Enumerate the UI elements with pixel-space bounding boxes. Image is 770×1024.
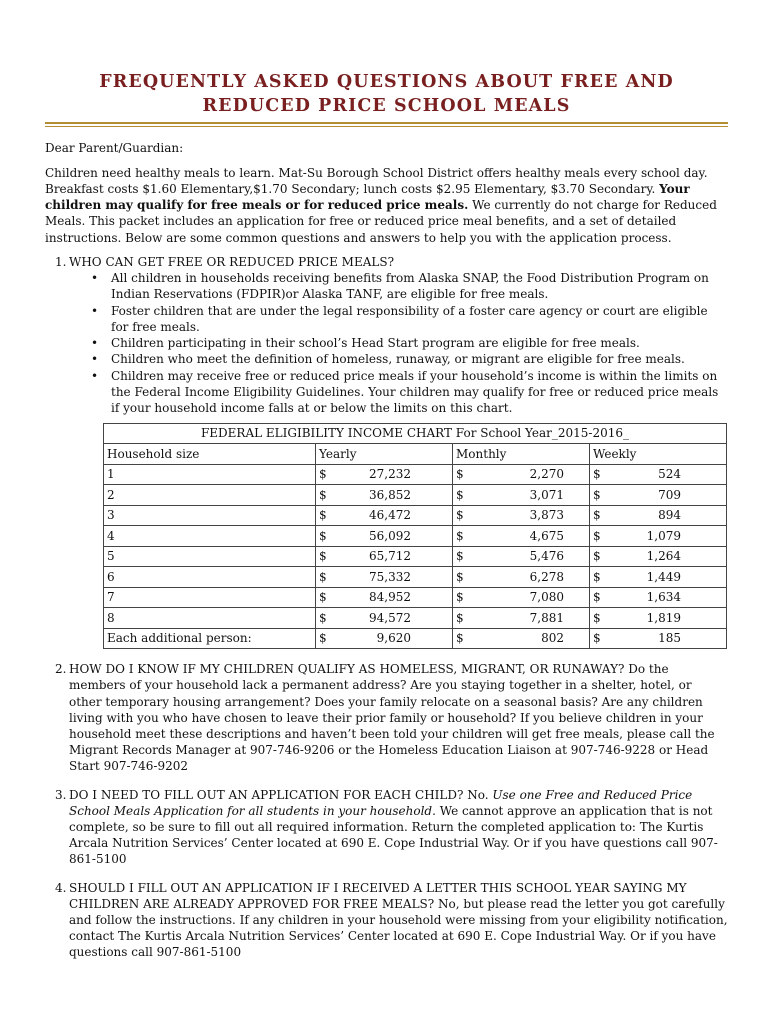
weekly-value: 1,264 [646, 549, 681, 564]
monthly-cell [453, 526, 590, 547]
weekly-value: 185 [658, 631, 681, 646]
household-size-cell: 6 [104, 567, 316, 588]
table-body [104, 464, 727, 649]
table-caption: FEDERAL ELIGIBILITY INCOME CHART For School Year_2015-2016_ [104, 423, 727, 444]
yearly-cell [316, 587, 453, 608]
currency-symbol: $ [456, 487, 464, 502]
bullet-item [45, 335, 728, 351]
document-page [45, 70, 728, 961]
currency-symbol: $ [593, 610, 601, 625]
currency-symbol: $ [319, 549, 327, 564]
page-title [45, 70, 728, 118]
table-row [104, 628, 727, 649]
intro-text-2: We currently do not charge for Reduced Meals. This packet includes an application for free or reduced price meal benefits, and a set of detailed instructions. Below are some common questions and answers to help you with the application process. [45, 198, 717, 245]
currency-symbol: $ [456, 569, 464, 584]
faq-number: 4. [55, 880, 67, 895]
currency-symbol: $ [319, 508, 327, 523]
currency-symbol: $ [319, 467, 327, 482]
currency-symbol: $ [319, 631, 327, 646]
household-size-cell: 4 [104, 526, 316, 547]
monthly-value: 5,476 [529, 549, 564, 564]
faq-italic-text: Use one Free and Reduced Price School Meals Application for all students in your household. [69, 787, 693, 818]
weekly-value: 1,819 [646, 610, 681, 625]
table-row [104, 587, 727, 608]
income-chart-table [103, 423, 727, 650]
monthly-value: 802 [541, 631, 564, 646]
household-size-cell: 1 [104, 464, 316, 485]
faq-list-continued [45, 661, 728, 960]
currency-symbol: $ [593, 569, 601, 584]
currency-symbol: $ [593, 631, 601, 646]
faq-text: SHOULD I FILL OUT AN APPLICATION IF I RECEIVED A LETTER THIS SCHOOL YEAR SAYING MY CHILDREN ARE ALREADY APPROVED FOR FREE MEALS? No, but please read the letter you got carefully and follow the instructions. If any children in your household were missing from your eligibility notification, contact The Kurtis Arcala Nutrition Services’ Center located at 690 E. Cope Industrial Way. Or if you have questions call 907-861-5100 [69, 880, 728, 960]
currency-symbol: $ [593, 487, 601, 502]
currency-symbol: $ [593, 467, 601, 482]
weekly-cell [590, 485, 727, 506]
yearly-value: 84,952 [369, 590, 411, 605]
currency-symbol: $ [456, 590, 464, 605]
bullet-icon: • [91, 352, 99, 367]
monthly-cell [453, 485, 590, 506]
greeting: Dear Parent/Guardian: [45, 140, 184, 155]
monthly-value: 4,675 [529, 528, 564, 543]
bullet-text: Children may receive free or reduced price meals if your household’s income is within the limits on the Federal Income Eligibility Guidelines. Your children may qualify for free or reduced price meals if your household income falls at or below the limits on this chart. [111, 368, 719, 416]
yearly-cell [316, 526, 453, 547]
weekly-cell [590, 587, 727, 608]
currency-symbol: $ [593, 590, 601, 605]
yearly-cell [316, 567, 453, 588]
weekly-value: 1,634 [646, 590, 681, 605]
weekly-cell [590, 567, 727, 588]
table-row [104, 567, 727, 588]
currency-symbol: $ [456, 528, 464, 543]
eligibility-bullets [45, 270, 728, 417]
monthly-value: 7,080 [529, 590, 564, 605]
yearly-value: 65,712 [369, 549, 411, 564]
household-size-cell: 3 [104, 505, 316, 526]
title-line-1: FREQUENTLY ASKED QUESTIONS ABOUT FREE AND [99, 72, 674, 92]
bullet-icon: • [91, 368, 99, 383]
yearly-cell [316, 628, 453, 649]
yearly-cell [316, 485, 453, 506]
currency-symbol: $ [319, 487, 327, 502]
yearly-value: 36,852 [369, 487, 411, 502]
table-row [104, 526, 727, 547]
table-row [104, 485, 727, 506]
table-row [104, 608, 727, 629]
currency-symbol: $ [593, 528, 601, 543]
currency-symbol: $ [456, 508, 464, 523]
yearly-value: 75,332 [369, 569, 411, 584]
bullet-item [45, 270, 728, 303]
column-header: Yearly [316, 444, 453, 465]
yearly-cell [316, 546, 453, 567]
table-row [104, 546, 727, 567]
monthly-cell [453, 628, 590, 649]
yearly-cell [316, 608, 453, 629]
bullet-icon: • [91, 336, 99, 351]
intro-bold-text: Your children may qualify for free meals or for reduced price meals. [45, 181, 690, 213]
title-line-2: REDUCED PRICE SCHOOL MEALS [202, 96, 571, 116]
table-row [104, 505, 727, 526]
weekly-cell [590, 505, 727, 526]
bullet-item [45, 368, 728, 417]
weekly-cell [590, 526, 727, 547]
monthly-cell [453, 587, 590, 608]
currency-symbol: $ [319, 590, 327, 605]
household-size-cell: 5 [104, 546, 316, 567]
weekly-value: 894 [658, 508, 681, 523]
weekly-value: 524 [658, 467, 681, 482]
title-divider [45, 122, 728, 127]
household-size-cell: 2 [104, 485, 316, 506]
currency-symbol: $ [456, 549, 464, 564]
weekly-cell [590, 608, 727, 629]
faq-heading: WHO CAN GET FREE OR REDUCED PRICE MEALS? [69, 254, 395, 269]
intro-paragraph [45, 165, 728, 246]
weekly-cell [590, 464, 727, 485]
yearly-value: 46,472 [369, 508, 411, 523]
monthly-value: 2,270 [529, 467, 564, 482]
currency-symbol: $ [319, 610, 327, 625]
bullet-item [45, 351, 728, 367]
bullet-text: Children who meet the definition of homeless, runaway, or migrant are eligible for free meals. [111, 352, 685, 367]
yearly-value: 27,232 [369, 467, 411, 482]
monthly-cell [453, 464, 590, 485]
monthly-cell [453, 546, 590, 567]
monthly-value: 3,071 [529, 487, 564, 502]
yearly-value: 9,620 [376, 631, 411, 646]
currency-symbol: $ [456, 610, 464, 625]
faq-text: We cannot approve an application that is not complete, so be sure to fill out all required information. Return the completed application to: The Kurtis Arcala Nutrition Services’ Center located at 690 E. Cope Industrial Way. Or if you have questions call 907-861-5100 [69, 803, 718, 867]
table-caption-row [104, 423, 727, 444]
currency-symbol: $ [319, 528, 327, 543]
monthly-cell [453, 567, 590, 588]
yearly-cell [316, 464, 453, 485]
faq-item-4 [45, 880, 728, 961]
column-header: Household size [104, 444, 316, 465]
weekly-cell [590, 628, 727, 649]
currency-symbol: $ [456, 467, 464, 482]
household-size-cell: Each additional person: [104, 628, 316, 649]
weekly-cell [590, 546, 727, 567]
bullet-icon: • [91, 303, 99, 318]
currency-symbol: $ [593, 508, 601, 523]
bullet-text: Children participating in their school’s Head Start program are eligible for free meals. [111, 336, 640, 351]
monthly-value: 7,881 [529, 610, 564, 625]
weekly-value: 709 [658, 487, 681, 502]
yearly-cell [316, 505, 453, 526]
monthly-value: 6,278 [529, 569, 564, 584]
table-header-row [104, 444, 727, 465]
currency-symbol: $ [319, 569, 327, 584]
faq-text: HOW DO I KNOW IF MY CHILDREN QUALIFY AS HOMELESS, MIGRANT, OR RUNAWAY? Do the members of your household lack a permanent address? Are you staying together in a shelter, hotel, or other temporary housing arrangement? Does your family relocate on a seasonal basis? Are any children living with you who have chosen to leave their prior family or household? If you believe children in your household meet these descriptions and haven’t been told your children will get free meals, please call the Migrant Records Manager at 907-746-9206 or the Homeless Education Liaison at 907-746-9228 or Head Start 907-746-9202 [69, 662, 715, 774]
bullet-text: All children in households receiving benefits from Alaska SNAP, the Food Distribution Program on Indian Reservations (FDPIR)or Alaska TANF, are eligible for free meals. [111, 270, 709, 302]
bullet-text: Foster children that are under the legal responsibility of a foster care agency or court are eligible for free meals. [111, 303, 708, 334]
household-size-cell: 7 [104, 587, 316, 608]
faq-item-1 [45, 254, 728, 270]
bullet-item [45, 303, 728, 336]
bullet-icon: • [91, 270, 99, 285]
faq-item-3 [45, 787, 728, 868]
currency-symbol: $ [456, 631, 464, 646]
monthly-value: 3,873 [529, 508, 564, 523]
faq-number: 1. [55, 254, 67, 269]
column-header: Weekly [590, 444, 727, 465]
household-size-cell: 8 [104, 608, 316, 629]
yearly-value: 56,092 [369, 528, 411, 543]
weekly-value: 1,449 [646, 569, 681, 584]
table-row [104, 464, 727, 485]
currency-symbol: $ [593, 549, 601, 564]
intro-text-1: Children need healthy meals to learn. Mat-Su Borough School District offers healthy meals every school day. Breakfast costs $1.60 Elementary,$1.70 Secondary; lunch costs $2.95 Elementary, $3.70 Secondary. [45, 165, 708, 196]
weekly-value: 1,079 [646, 528, 681, 543]
yearly-value: 94,572 [369, 610, 411, 625]
faq-heading: DO I NEED TO FILL OUT AN APPLICATION FOR EACH CHILD? No. [69, 787, 493, 802]
faq-item-2 [45, 661, 728, 774]
column-header: Monthly [453, 444, 590, 465]
faq-list [45, 254, 728, 270]
faq-number: 2. [55, 662, 67, 677]
monthly-cell [453, 505, 590, 526]
faq-number: 3. [55, 787, 67, 802]
monthly-cell [453, 608, 590, 629]
